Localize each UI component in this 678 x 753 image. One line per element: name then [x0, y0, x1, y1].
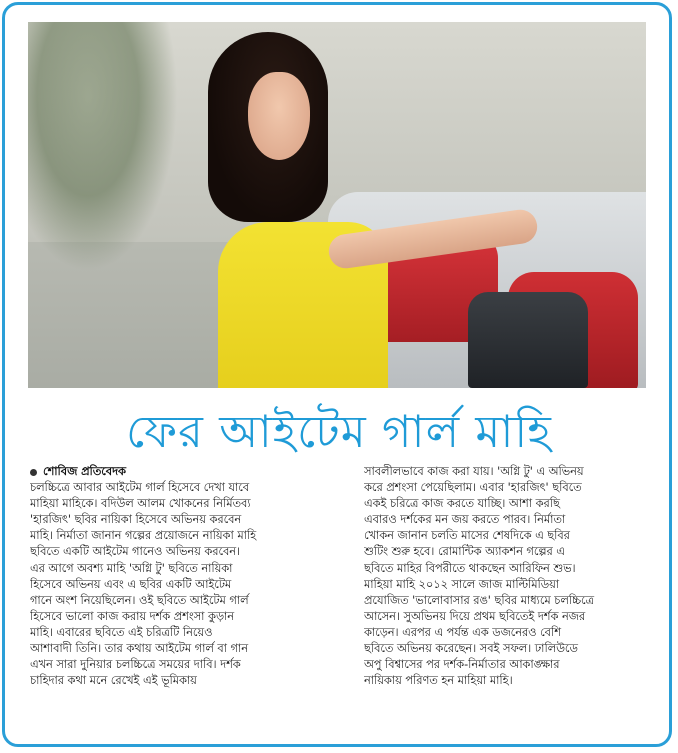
- body-line: হিসেবে ভালো কাজ করায় দর্শক প্রশংসা কুড়ান: [30, 609, 235, 623]
- bullet-icon: [30, 469, 37, 476]
- body-line: 'হারজিৎ' ছবির নায়িকা হিসেবে অভিনয় করবেন: [30, 513, 242, 527]
- body-line: ছবিতে একটি আইটেম গানেও অভিনয় করবেন।: [30, 545, 241, 559]
- photo-foliage: [28, 22, 178, 272]
- photo-model-face: [248, 72, 310, 160]
- body-line: অপু বিশ্বাসের পর দর্শক-নির্মাতার আকাঙ্ক্ষার: [364, 658, 560, 672]
- body-line: শুটিং শুরু হবে। রোমান্টিক অ্যাকশন গল্পের এ: [364, 545, 565, 559]
- article-headline: ফের আইটেম গার্ল মাহি: [126, 405, 552, 458]
- body-line: আশাবাদী তিনি। তার কথায় আইটেম গার্ল বা গান: [30, 642, 248, 656]
- byline: [30, 464, 330, 480]
- body-line: মাহি। এবারের ছবিতে এই চরিত্রটি নিয়েও: [30, 625, 213, 639]
- body-line: মাহি। নির্মাতা জানান গল্পের প্রয়োজনে নায়িকা মাহি: [30, 529, 257, 543]
- body-line: একই চরিত্রে কাজ করতে যাচ্ছি। আশা করছি: [364, 497, 560, 511]
- body-line: ছবিতে অভিনয় করেছেন। সবই সফল। ঢালিউডে: [364, 642, 578, 656]
- body-line: প্রযোজিত 'ভালোবাসার রঙ' ছবির মাধ্যমে চলচ্চিত্রে: [364, 593, 594, 607]
- body-line: চলচ্চিত্রে আবার আইটেম গার্ল হিসেবে দেখা যাবে: [30, 481, 250, 495]
- body-line: সাবলীলভাবে কাজ করা যায়। 'অগ্নি টু' এ অভিনয়: [364, 465, 584, 478]
- body-line: কাড়েন। এরপর এ পর্যন্ত এক ডজনেরও বেশি: [364, 625, 561, 639]
- body-line: গানে অংশ নিয়েছিলেন। ওই ছবিতে আইটেম গার্ল: [30, 593, 249, 607]
- body-line: মাহিয়া মাহিকে। বদিউল আলম খোকনের নির্মিতব্য: [30, 497, 251, 511]
- body-line: আসেন। সুঅভিনয় দিয়ে প্রথম ছবিতেই দর্শক নজর: [364, 609, 586, 623]
- body-line: হিসেবে অভিনয় এবং এ ছবির একটি আইটেম: [30, 577, 232, 591]
- body-line: মাহিয়া মাহি ২০১২ সালে জাজ মাল্টিমিডিয়া: [364, 577, 560, 591]
- body-line: নায়িকায় পরিণত হন মাহিয়া মাহি।: [364, 674, 513, 688]
- byline-text: শোবিজ প্রতিবেদক: [43, 465, 126, 478]
- body-line: ছবিতে মাহির বিপরীতে থাকছেন আরিফিন শুভ।: [364, 561, 576, 575]
- article-column-left: [30, 464, 330, 689]
- body-line: এর আগে অবশ্য মাহি 'অগ্নি টু' ছবিতে নায়িকা: [30, 561, 233, 575]
- photo-headrest: [468, 292, 588, 388]
- photo-model: [198, 32, 388, 388]
- article-photo: [28, 22, 646, 388]
- body-line: খোকন জানান চলতি মাসের শেষদিকে এ ছবির: [364, 529, 570, 543]
- article-column-right: [364, 464, 654, 689]
- body-line: চাহিদার কথা মনে রেখেই এই ভূমিকায়: [30, 674, 197, 688]
- body-line: এখন সারা দুনিয়ার চলচ্চিত্রে সময়ের দাবি। দর্শক: [30, 658, 241, 672]
- body-line: এবারও দর্শকের মন জয় করতে পারব। নির্মাতা: [364, 513, 566, 527]
- body-line: করে প্রশংসা পেয়েছিলাম। এবার 'হারজিৎ' ছবিতে: [364, 481, 582, 495]
